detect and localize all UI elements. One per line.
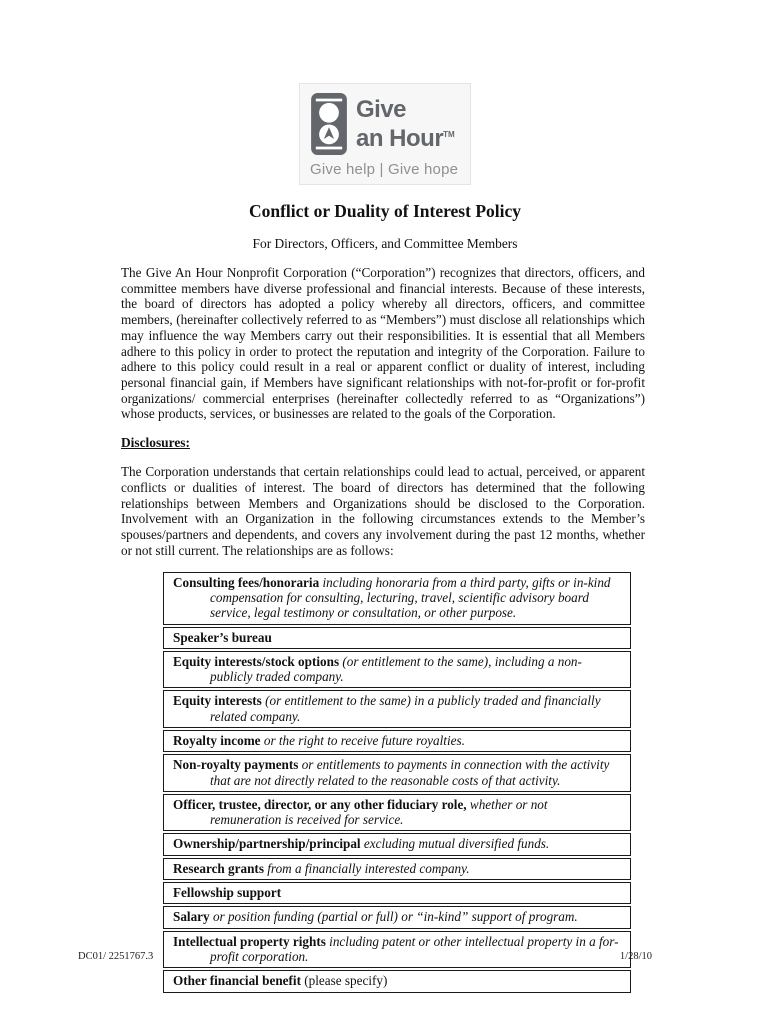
disclosure-table (163, 572, 631, 993)
logo-row (310, 92, 460, 156)
table-row (163, 794, 631, 832)
disclosure-term: Research grants (173, 860, 264, 876)
disclosure-term: Officer, trustee, director, or any other fiduciary role, (173, 796, 467, 812)
disclosure-term: Equity interests/stock options (173, 653, 340, 669)
disclosure-description: including honoraria from a third party, gifts or in-kind compensation for consulting, lecturing, travel, scientific advisory board service, legal testimony or consultation, or other purpose. (210, 574, 611, 621)
disclosure-term: Salary (173, 909, 210, 925)
logo-wordmark (356, 97, 455, 151)
disclosure-description: including patent or other intellectual property in a for-profit corporation. (210, 933, 619, 964)
disclosure-description: (or entitlement to the same), including a non-publicly traded company. (210, 653, 582, 685)
disclosure-description: or entitlements to payments in connection with the activity that are not directly related to the reasonable costs of that activity. (210, 757, 610, 788)
footer-date: 1/28/10 (619, 951, 652, 962)
disclosure-description: from a financially interested company. (263, 860, 470, 876)
table-row (163, 730, 631, 752)
disclosure-description: or the right to receive future royalties. (260, 733, 465, 748)
table-row (163, 931, 631, 969)
logo-tagline: Give help | Give hope (310, 161, 459, 178)
table-row (163, 858, 631, 880)
disclosure-description: (please specify) (300, 973, 388, 989)
disclosures-heading: Disclosures: (121, 435, 190, 451)
trademark-symbol: TM (443, 130, 455, 139)
disclosure-description: (or entitlement to the same) in a publicly traded and financially related company. (210, 693, 601, 724)
table-row (163, 651, 631, 689)
disclosure-term: Royalty income (173, 733, 261, 748)
page-title: Conflict or Duality of Interest Policy (248, 201, 522, 221)
table-row (163, 627, 631, 649)
give-an-hour-logo (299, 83, 471, 185)
page-footer (78, 951, 652, 962)
table-row (163, 833, 631, 855)
table-row (163, 906, 631, 928)
disclosure-term: Equity interests (173, 693, 262, 709)
intro-paragraph: The Give An Hour Nonprofit Corporation (“Corporation”) recognizes that directors, officers, and committee members have diverse professional and financial interests. Because of these interests, the board of directors has adopted a policy whereby all directors, officers, and committee members, (hereinafter collectively referred to as “Members”) must disclose all relationships which may influence the way Members carry out their responsibilities. It is essential that all Members adhere to this policy in order to protect the reputation and integrity of the Corporation. Failure to adhere to this policy could result in a real or apparent conflict or duality of interest, including personal financial gain, if Members have significant relationships with not-for-profit or for-profit organizations/ commercial enterprises (hereinafter collectedly referred to as “Organizations”) whose products, services, or businesses are related to the goals of the Corporation. (121, 265, 645, 422)
body-column (121, 265, 645, 993)
disclosure-description: or position funding (partial or full) or “in-kind” support of program. (209, 909, 578, 925)
disclosure-term: Ownership/partnership/principal (173, 836, 361, 852)
disclosures-paragraph: The Corporation understands that certain relationships could lead to actual, perceived, or apparent conflicts or dualities of interest. The board of directors has determined that the following relationships between Members and Organizations should be disclosed to the Corporation. Involvement with an Organization in the following circumstances extends to the Member’s spouses/partners and dependents, and covers any involvement during the past 12 months, whether or not still current. The relationships are as follows: (121, 464, 645, 558)
logo-word-line2: an Hour (356, 125, 444, 152)
disclosure-term: Non-royalty payments (173, 757, 299, 773)
table-row (163, 882, 631, 904)
disclosure-term: Fellowship support (173, 885, 282, 901)
table-row (163, 970, 631, 992)
page-subtitle: For Directors, Officers, and Committee Members (252, 236, 518, 251)
hourglass-icon (310, 92, 348, 156)
table-row (163, 754, 631, 792)
logo-word-line1: Give (356, 96, 407, 123)
disclosure-term: Consulting fees/honoraria (173, 574, 320, 590)
footer-doc-number: DC01/ 2251767.3 (78, 951, 154, 962)
table-row (163, 572, 631, 625)
disclosure-term: Other financial benefit (173, 973, 301, 989)
disclosure-description: excluding mutual diversified funds. (360, 836, 550, 852)
table-row (163, 690, 631, 728)
disclosure-term: Intellectual property rights (173, 933, 326, 949)
disclosure-description: whether or not remuneration is received for service. (210, 796, 548, 828)
disclosure-term: Speaker’s bureau (173, 629, 272, 645)
